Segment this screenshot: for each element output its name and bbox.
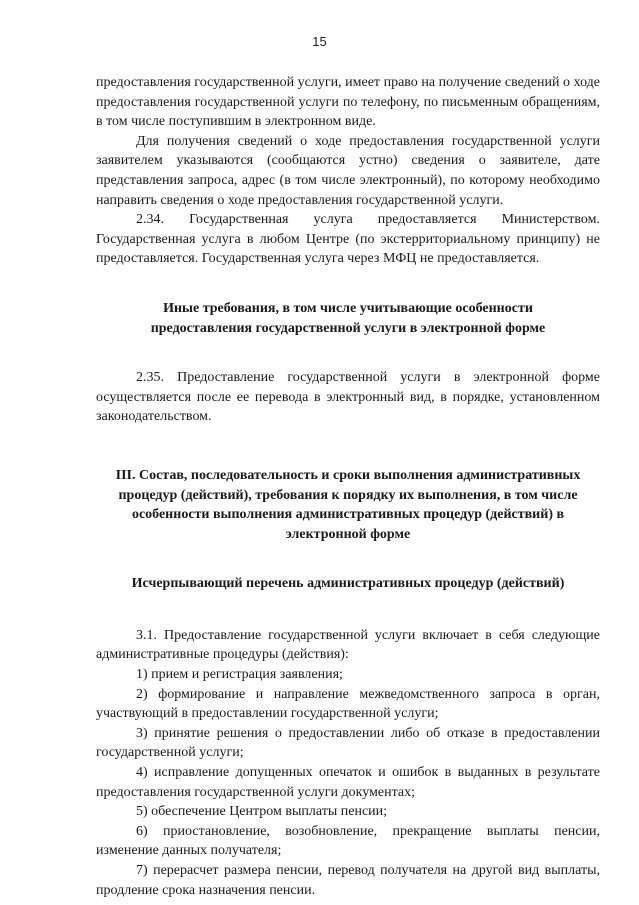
- paragraph-status-info: Для получения сведений о ходе предоставления государственной услуги заявителем указываются (сообщаются устно) сведения о заявителе, дате представления запроса, адрес (в том числе электронный), по которому необходимо направить сведения о ходе предоставления государственной услуги.: [96, 133, 600, 208]
- procedure-item: 2) формирование и направление межведомственного запроса в орган, участвующий в предоставлении государственной услуги;: [96, 686, 600, 722]
- heading-section-3: III. Состав, последовательность и сроки выполнения административных процедур (действий), требования к порядку их выполнения, в том числе особенности выполнения административных процедур (действий) в электронной форме: [115, 467, 581, 542]
- heading-other-requirements: Иные требования, в том числе учитывающие особенности предоставления государственной услуги в электронной форме: [150, 300, 546, 336]
- procedure-item: 7) перерасчет размера пенсии, перевод получателя на другой вид выплаты, продление срока назначения пенсии.: [96, 863, 600, 898]
- paragraph-2-34: 2.34. Государственная услуга предоставляется Министерством. Государственная услуга в любом Центре (по экстерриториальному принципу) не предоставляется. Государственная услуга через МФЦ не предоставляется.: [96, 212, 600, 267]
- procedure-item: 4) исправление допущенных опечаток и ошибок в выданных в результате предоставления государственной услуги документах;: [96, 765, 600, 800]
- procedure-item: 1) прием и регистрация заявления;: [136, 667, 343, 683]
- paragraph-continuation: предоставления государственной услуги, имеет право на получение сведений о ходе предоставления государственной услуги по телефону, по письменным обращениям, в том числе поступившим в электронном виде.: [96, 75, 600, 130]
- heading-exhaustive-list: Исчерпывающий перечень административных процедур (действий): [131, 576, 565, 592]
- paragraph-3-1: 3.1. Предоставление государственной услуги включает в себя следующие административные процедуры (действия):: [96, 627, 600, 663]
- page-number: 15: [312, 34, 327, 49]
- paragraph-2-35: 2.35. Предоставление государственной услуги в электронной форме осуществляется после ее перевода в электронный вид, в порядке, установленном законодательством.: [96, 370, 600, 425]
- page-content: [96, 73, 600, 900]
- procedure-item: 6) приостановление, возобновление, прекращение выплаты пенсии, изменение данных получателя;: [96, 823, 600, 859]
- procedure-item: 3) принятие решения о предоставлении либо об отказе в предоставлении государственной услуги;: [96, 725, 600, 761]
- procedure-item: 5) обеспечение Центром выплаты пенсии;: [136, 804, 388, 820]
